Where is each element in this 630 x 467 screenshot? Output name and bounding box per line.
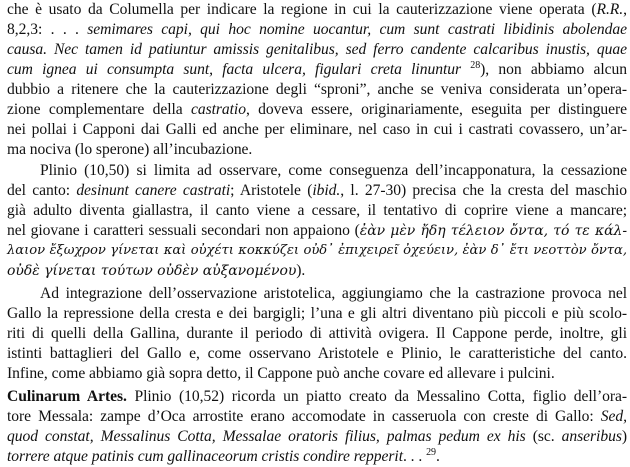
text-italic: torrere atque patinis cum gallinaceorum cristis condire repperit bbox=[7, 448, 403, 465]
p1-line-4 bbox=[7, 60, 627, 80]
text: 8,2,3: . . . bbox=[7, 21, 79, 38]
text-italic: ibid. bbox=[312, 182, 341, 199]
p2-line-2 bbox=[7, 181, 627, 201]
text-italic: causa. Nec tamen id patiuntur amissis genitalibus, sed ferro candente calcaribus inustis, quae bbox=[7, 41, 627, 58]
p2-line-5 bbox=[7, 241, 627, 261]
text: (sc. bbox=[525, 428, 562, 445]
p2-line-6 bbox=[7, 261, 627, 281]
text: ) bbox=[621, 428, 627, 445]
p3-line-4 bbox=[7, 344, 627, 364]
text: Plinio (10,50) si limita ad osservare, come conseguenza dell’incapponatura, la cessazione bbox=[40, 162, 627, 179]
text: ma nociva (lo sperone) all’incubazione. bbox=[7, 141, 253, 158]
text: . bbox=[435, 448, 440, 465]
text: Ad integrazione dell’osservazione aristotelica, aggiungiamo che la castrazione provoca nel bbox=[40, 285, 627, 302]
text: tore Messala: zampe d’Oca arrostite erano accomodate in casseruola con creste di Gallo: bbox=[7, 408, 601, 425]
footnote-ref-28[interactable]: 28 bbox=[470, 60, 481, 71]
text-italic: semimares capi, qui hoc nomine uocantur, cum sunt castrati libidinis abolendae bbox=[87, 21, 627, 38]
p3-line-3 bbox=[7, 324, 627, 344]
p1-line-2 bbox=[7, 20, 627, 40]
p2-line-4 bbox=[7, 221, 627, 241]
p3-line-5 bbox=[7, 364, 627, 384]
text-italic: anseribus bbox=[561, 428, 622, 445]
text: . . . bbox=[402, 448, 427, 465]
text: nel giovane i caratteri sessuali secondari non appaiono ( bbox=[7, 222, 360, 239]
p1-line-8 bbox=[7, 140, 627, 160]
text: ). bbox=[296, 262, 306, 279]
greek-text: λαιον ἔξωχρον γίνεται καὶ οὐχέτι κοκκύζει οὐδ᾽ ἐπιχειρεῖ ὀχεύειν, ἐὰν δ᾽ ἔτι νεοττὸν ὄντα, bbox=[7, 243, 627, 258]
section-heading: Culinarum Artes. bbox=[7, 388, 127, 405]
text-italic: R.R. bbox=[596, 1, 624, 18]
text: , l. 27-30) precisa che la cresta del maschio bbox=[340, 182, 627, 199]
text: nei pollai i Capponi dai Galli ed anche per eliminare, nel caso in cui i castrati covassero, un’ar- bbox=[7, 121, 627, 138]
p1-line-6 bbox=[7, 100, 627, 120]
p1-line-7 bbox=[7, 120, 627, 140]
p1-line-1 bbox=[7, 0, 627, 20]
text: zione complementare della bbox=[7, 101, 191, 118]
text-italic: quod constat, Messalinus Cotta, Messalae oratoris filius, palmas pedum ex his bbox=[7, 428, 526, 445]
p4-line-4 bbox=[7, 447, 627, 467]
p3-line-1 bbox=[40, 284, 627, 304]
p2-line-1 bbox=[40, 161, 627, 181]
text: Gallo la repressione della cresta e dei bargigli; l’una e gli altri diventano più piccoli e più scolo- bbox=[7, 305, 627, 322]
text: dubbio a ritenere che la cauterizzazione degli “sproni”, anche se veniva considerata un’opera- bbox=[7, 81, 627, 98]
p3-line-2 bbox=[7, 304, 627, 324]
p1-line-3 bbox=[7, 40, 627, 60]
p4-line-2 bbox=[7, 407, 627, 427]
footnote-ref-29[interactable]: 29 bbox=[426, 447, 436, 458]
text: , doveva essere, originariamente, eseguita per distinguere bbox=[245, 101, 627, 118]
text: già adulto diventa giallastra, il canto viene a cessare, il tentativo di coprire viene a mancare; bbox=[7, 202, 627, 219]
text: riti di quelli della Gallina, durante il periodo di attività ovigera. Il Cappone perde, inoltre, gli bbox=[7, 325, 627, 342]
text-italic: cum ignea ui consumpta sunt, facta ulcera, figulari creta linuntur bbox=[7, 61, 461, 78]
text: Infine, come abbiamo già sopra detto, il Cappone può anche covare ed allevare i pulcini. bbox=[7, 365, 555, 382]
greek-text: οὐδὲ γίνεται τούτων οὐδὲν αὐξανομένου bbox=[7, 263, 297, 279]
text: , bbox=[623, 1, 627, 18]
text: che è usato da Columella per indicare la regione in cui la cauterizzazione viene operata ( bbox=[7, 1, 597, 18]
p1-line-5 bbox=[7, 80, 627, 100]
text: istinti battaglieri del Gallo e, come osservano Aristotele e Plinio, le caratteristiche del canto. bbox=[7, 345, 627, 362]
text-italic: Sed, bbox=[600, 408, 627, 425]
p4-line-3 bbox=[7, 427, 627, 447]
text: ), non abbiamo alcun bbox=[480, 61, 627, 78]
text: Plinio (10,52) ricorda un piatto creato da Messalino Cotta, figlio dell’ora- bbox=[126, 388, 627, 405]
p4-line-1 bbox=[7, 387, 627, 407]
p2-line-3 bbox=[7, 201, 627, 221]
text-italic: desinunt canere castrati bbox=[76, 182, 231, 199]
text-italic: castratio bbox=[190, 101, 246, 118]
greek-text: ἐὰν μὲν ἤδη τέλειον ὄντα, τό τε κάλ- bbox=[359, 223, 627, 239]
text: ; Aristotele ( bbox=[230, 182, 313, 199]
text: del canto: bbox=[7, 182, 77, 199]
